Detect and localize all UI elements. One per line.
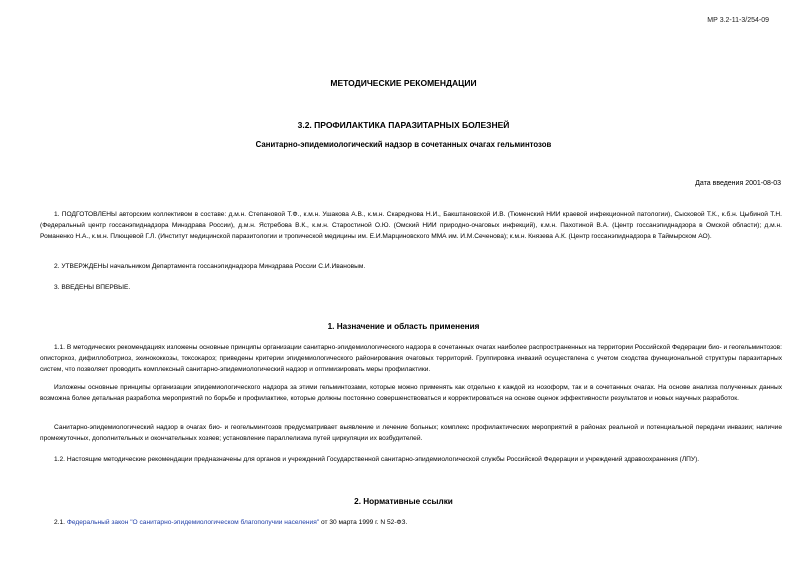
document-code: МР 3.2-11-3/254-09 [707,17,769,24]
section-2-item-suffix: от 30 марта 1999 г. N 52-ФЗ. [320,519,408,526]
section-1-paragraph-4-text: 1.2. Настоящие методические рекомендации предназначены для органов и учреждений Государственной санитарно-эпидемиологической службы Российской Федерации и учреждений здравоохранения (ЛПУ). [54,456,700,463]
section-1-paragraph-3-text: Санитарно-эпидемиологический надзор в очагах био- и геогельминтозов предусматривает выявление и лечение больных; комплекс профилактических мероприятий в районах реальной и потенциальной передачи инвазии; наличие промежуточных, дополнительных и окончательных хозяев; установление параллелизма путей циркуляции их возбудителей. [40,424,782,442]
section-title: 3.2. ПРОФИЛАКТИКА ПАРАЗИТАРНЫХ БОЛЕЗНЕЙ [297,120,510,130]
intro-paragraph-approved [40,261,782,272]
intro-paragraph-introduced-text: 3. ВВЕДЕНЫ ВПЕРВЫЕ. [54,284,131,291]
intro-paragraph-prepared [40,209,782,242]
section-1-paragraph-1-text: 1.1. В методических рекомендациях изложены основные принципы организации санитарно-эпидемиологического надзора в сочетанных очагах наиболее распространенных на территории Российской Федерации био- и геогельминтозов: описторхоз, дифиллоботриоз, эхинококкозы, токсокароз; приведены критерии эпидемиологического районирования очаговых территорий. Группировка инвазий осуществлена с учетом сходства функциональной структуры паразитарных систем, что позволяет проводить комплексный санитарно-эпидемиологический надзор и оптимизировать меры профилактики. [40,344,782,373]
section-1-paragraph-3 [40,422,782,444]
section-1-paragraph-4 [40,454,782,465]
introduction-date: Дата введения 2001-08-03 [695,180,781,187]
section-1-paragraph-2-text: Изложены основные принципы организации эпидемиологического надзора за этими гельминтозами, которые можно применять как отдельно к каждой из нозоформ, так и в сочетанных очагах. На основе анализа полученных данных возможна более детальная разработка мероприятий по борьбе и профилактике, которые должны постоянно совершенствоваться и корректироваться на основе оценок эффективности результатов и новых научных разработок. [40,384,782,402]
intro-paragraph-prepared-text: 1. ПОДГОТОВЛЕНЫ авторским коллективом в составе: д.м.н. Степановой Т.Ф., к.м.н. Ушакова А.В., к.м.н. Скареднова Н.И., Бакштановской И.В. (Тюменский НИИ краевой инфекционной патологии), Сысковой Т.К., к.б.н. Цыбиной Т.Н. (Федеральный центр госсанэпиднадзора Минздрава России), д.м.н. Ястребова В.К., к.м.н. Старостиной О.Ю. (Омский НИИ природно-очаговых инфекций), к.м.н. Пахотиной В.А. (Центр госсанэпиднадзора в Омской области); д.м.н. Романенко Н.А., к.м.н. Плющевой Г.Л. (Институт медицинской паразитологии и тропической медицины им. Е.И.Марциновского ММА им. И.М.Сеченова); к.м.н. Князева А.К. (Центр госсанэпиднадзора в Таймырском АО). [40,211,782,240]
section-2-heading: 2. Нормативные ссылки [354,497,453,506]
federal-law-link[interactable]: Федеральный закон "О санитарно-эпидемиологическом благополучии населения" [66,519,320,526]
section-1-heading: 1. Назначение и область применения [327,322,480,331]
section-2-item-number: 2.1. [54,519,65,526]
main-title: МЕТОДИЧЕСКИЕ РЕКОМЕНДАЦИИ [330,78,477,88]
section-1-paragraph-2 [40,382,782,415]
section-2-item-1 [40,517,782,528]
intro-paragraph-approved-text: 2. УТВЕРЖДЕНЫ начальником Департамента госсанэпиднадзора Минздрава России С.И.Ивановым. [54,263,366,270]
intro-paragraph-introduced [40,282,782,293]
document-subtitle: Санитарно-эпидемиологический надзор в сочетанных очагах гельминтозов [255,140,552,149]
section-1-paragraph-1 [40,342,782,375]
